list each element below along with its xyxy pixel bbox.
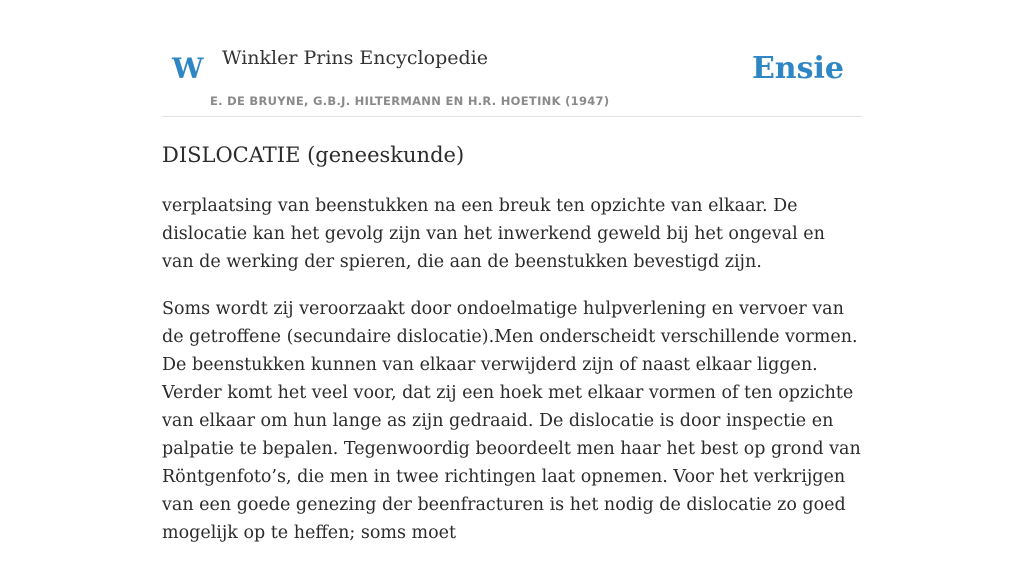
winkler-prins-logo-icon[interactable]: W [172, 52, 204, 85]
article-body [162, 192, 862, 566]
header [162, 0, 862, 117]
page [162, 0, 862, 543]
article-paragraph: Soms wordt zij veroorzaakt door ondoelmatige hulpverlening en vervoer van de getroffene (secundaire dislocatie).Men onderscheidt verschillende vormen. De beenstukken kunnen van elkaar verwijderd zijn of naast elkaar liggen. Verder komt het veel voor, dat zij een hoek met elkaar vormen of ten opzichte van elkaar om hun lange as zijn gedraaid. De dislocatie is door inspectie en palpatie te bepalen. Tegenwoordig beoordeelt men haar het best op grond van Röntgenfoto’s, die men in twee richtingen laat opnemen. Voor het verkrijgen van een goede genezing der beenfracturen is het nodig de dislocatie zo goed mogelijk op te heffen; soms moet [162, 299, 861, 543]
ensie-logo[interactable]: Ensie [751, 51, 844, 86]
article-paragraph: verplaatsing van beenstukken na een breuk ten opzichte van elkaar. De dislocatie kan het gevolg zijn van het inwerkend geweld bij het ongeval en van de werking der spieren, die aan de beenstukken bevestigd zijn. [162, 196, 825, 272]
page-title: DISLOCATIE (geneeskunde) [162, 143, 465, 167]
source-title[interactable]: Winkler Prins Encyclopedie [222, 47, 488, 69]
source-authors: E. DE BRUYNE, G.B.J. HILTERMANN EN H.R. HOETINK (1947) [210, 94, 610, 108]
